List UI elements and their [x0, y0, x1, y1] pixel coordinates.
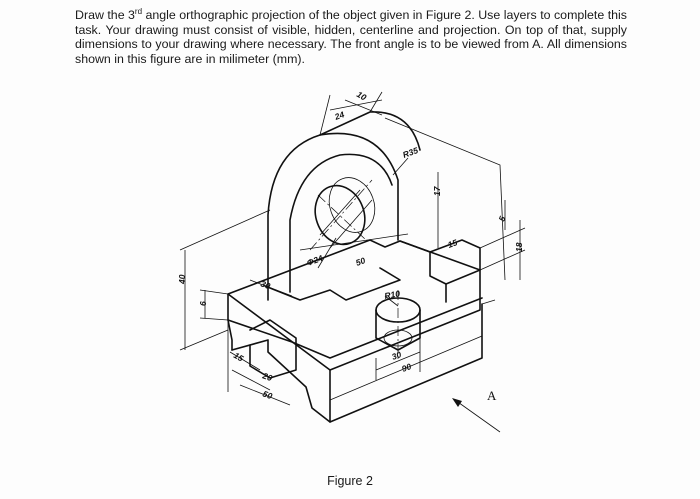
- instructions-part2: angle orthographic projection of the object given in Figure 2. Use layers to complete this task. Your drawing must consist of visible, hidden, centerline and projection. On top of that, supply dimensions to your drawing where necessary. The front angle is to be viewed from A. All dimensions shown in this figure are in milimeter (mm).: [75, 8, 627, 66]
- dim-6-text: 6: [198, 301, 208, 306]
- dim-24-text: 24: [333, 109, 346, 122]
- dim-5-ext: [480, 200, 525, 270]
- dim-r10-text: R10: [383, 288, 401, 301]
- dim-50-top-text: 50: [354, 255, 367, 268]
- dim-17-text: 17: [432, 186, 442, 196]
- view-label-a: A: [487, 388, 497, 403]
- dim-18-text: 18: [514, 242, 524, 252]
- dim-15-right-text: 15: [446, 237, 459, 250]
- dim-90-line: [330, 300, 495, 400]
- boss-centerline-1: [310, 180, 372, 250]
- dim-30-left-text: 30: [259, 278, 272, 292]
- dim-40-text: 40: [177, 274, 187, 284]
- instructions-part1: Draw the 3: [75, 8, 135, 22]
- base-mid-edge: [228, 298, 482, 358]
- dim-15-left-text: 15: [232, 350, 246, 364]
- upright-boss: [268, 112, 420, 300]
- dim-phi24-text: Φ24: [305, 252, 325, 268]
- base-right-step: [400, 240, 480, 284]
- boss-back-outline: [290, 154, 392, 292]
- dim-right-ext-top: [385, 118, 508, 280]
- dim-50-top-line: [300, 234, 408, 250]
- dim-30-right-text: 30: [390, 349, 403, 362]
- figure-caption: Figure 2: [327, 474, 373, 488]
- instructions-superscript: rd: [134, 6, 143, 16]
- view-arrow-a: [452, 398, 500, 432]
- r35-leader: [393, 158, 408, 175]
- dim-10-text: 10: [355, 89, 369, 103]
- dim-5-text: 5: [496, 214, 508, 223]
- view-arrow-head: [452, 398, 462, 407]
- dim-top-ext: [320, 92, 382, 135]
- dim-50-bottom-text: 50: [261, 388, 274, 402]
- dim-90-text: 90: [400, 361, 413, 374]
- dim-r35-text: R35: [401, 145, 420, 160]
- base-left-notch: [250, 320, 296, 378]
- dim-20-text: 20: [261, 370, 274, 384]
- view-arrow-shaft: [455, 400, 500, 432]
- boss-hole-back: [322, 171, 382, 239]
